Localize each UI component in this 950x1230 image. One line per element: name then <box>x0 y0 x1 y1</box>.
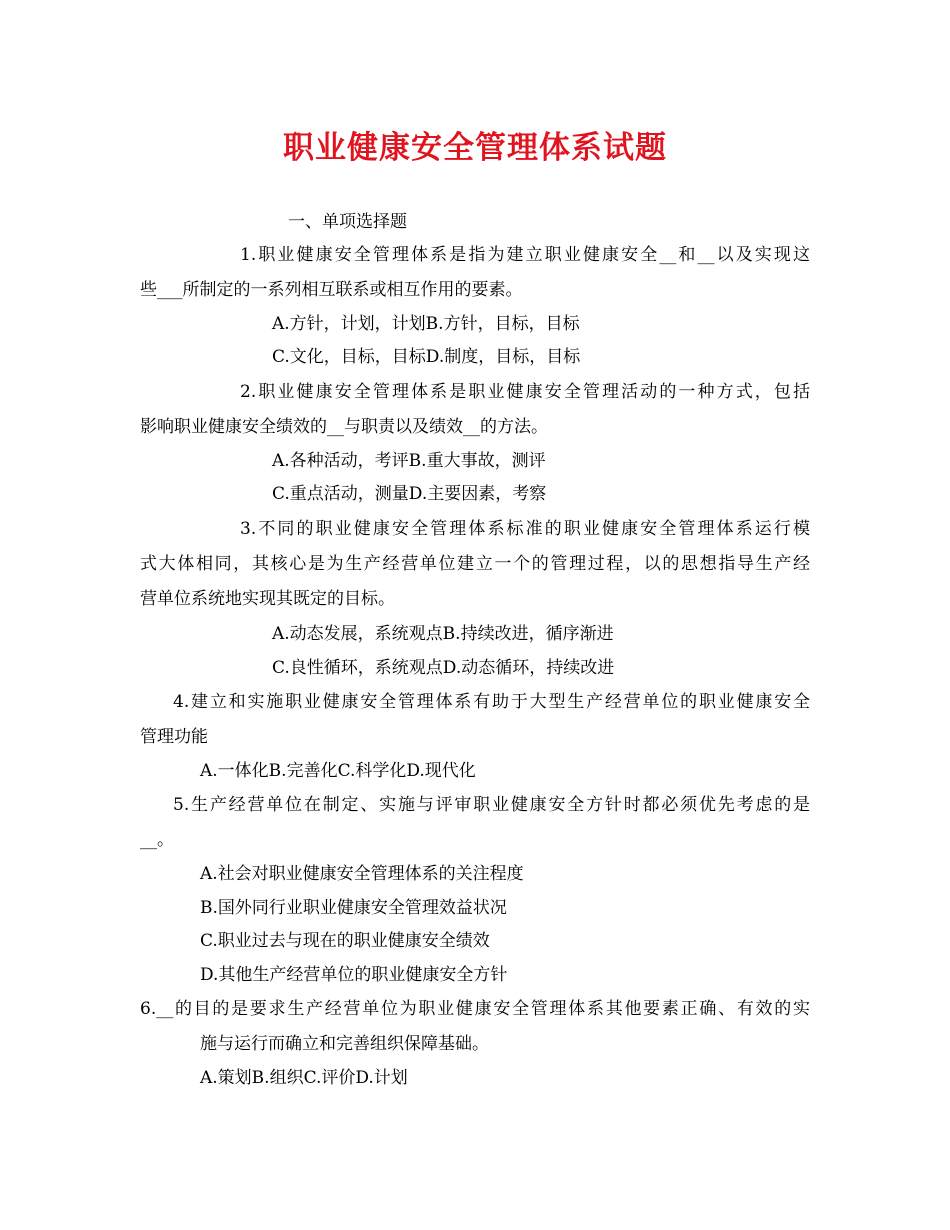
question-4-options: A.一体化B.完善化C.科学化D.现代化 <box>200 761 476 781</box>
question-6-line-2: 施与运行而确立和完善组织保障基础。 <box>200 1034 489 1054</box>
question-6-options: A.策划B.组织C.评价D.计划 <box>200 1068 408 1088</box>
question-3-option-2: C.良性循环，系统观点D.动态循环，持续改进 <box>272 658 615 678</box>
question-2-line-1: 2.职业健康安全管理体系是职业健康安全管理活动的一种方式，包括 <box>240 382 810 402</box>
question-5-option-d: D.其他生产经营单位的职业健康安全方针 <box>200 965 508 985</box>
question-5-option-b: B.国外同行业职业健康安全管理效益状况 <box>200 898 507 918</box>
question-6-line-1: 6.__的目的是要求生产经营单位为职业健康安全管理体系其他要素正确、有效的实 <box>140 999 810 1019</box>
question-2-option-1: A.各种活动，考评B.重大事故，测评 <box>272 451 546 471</box>
question-3-option-1: A.动态发展，系统观点B.持续改进，循序渐进 <box>272 624 614 644</box>
question-1-option-2: C.文化，目标，目标D.制度，目标，目标 <box>272 347 581 367</box>
page-title: 职业健康安全管理体系试题 <box>283 130 667 166</box>
question-3-line-1: 3.不同的职业健康安全管理体系标准的职业健康安全管理体系运行模 <box>240 519 810 539</box>
question-4-line-1: 4.建立和实施职业健康安全管理体系有助于大型生产经营单位的职业健康安全 <box>173 692 810 712</box>
question-1-line-2: 些___所制定的一系列相互联系或相互作用的要素。 <box>140 280 523 300</box>
question-2-option-2: C.重点活动，测量D.主要因素，考察 <box>272 484 547 504</box>
question-3-line-2: 式大体相同，其核心是为生产经营单位建立一个的管理过程，以的思想指导生产经 <box>140 554 810 574</box>
question-5-line-2: __。 <box>140 830 174 850</box>
question-1-line-1: 1.职业健康安全管理体系是指为建立职业健康安全__和__以及实现这 <box>240 245 810 265</box>
section-heading: 一、单项选择题 <box>288 212 407 232</box>
question-5-option-a: A.社会对职业健康安全管理体系的关注程度 <box>200 864 524 884</box>
question-5-line-1: 5.生产经营单位在制定、实施与评审职业健康安全方针时都必须优先考虑的是 <box>173 795 810 815</box>
question-5-option-c: C.职业过去与现在的职业健康安全绩效 <box>200 931 490 951</box>
question-4-line-2: 管理功能 <box>140 727 208 747</box>
question-2-line-2: 影响职业健康安全绩效的__与职责以及绩效__的方法。 <box>140 417 548 437</box>
question-3-line-3: 营单位系统地实现其既定的目标。 <box>140 589 395 609</box>
question-1-option-1: A.方针，计划，计划B.方针，目标，目标 <box>272 314 580 334</box>
